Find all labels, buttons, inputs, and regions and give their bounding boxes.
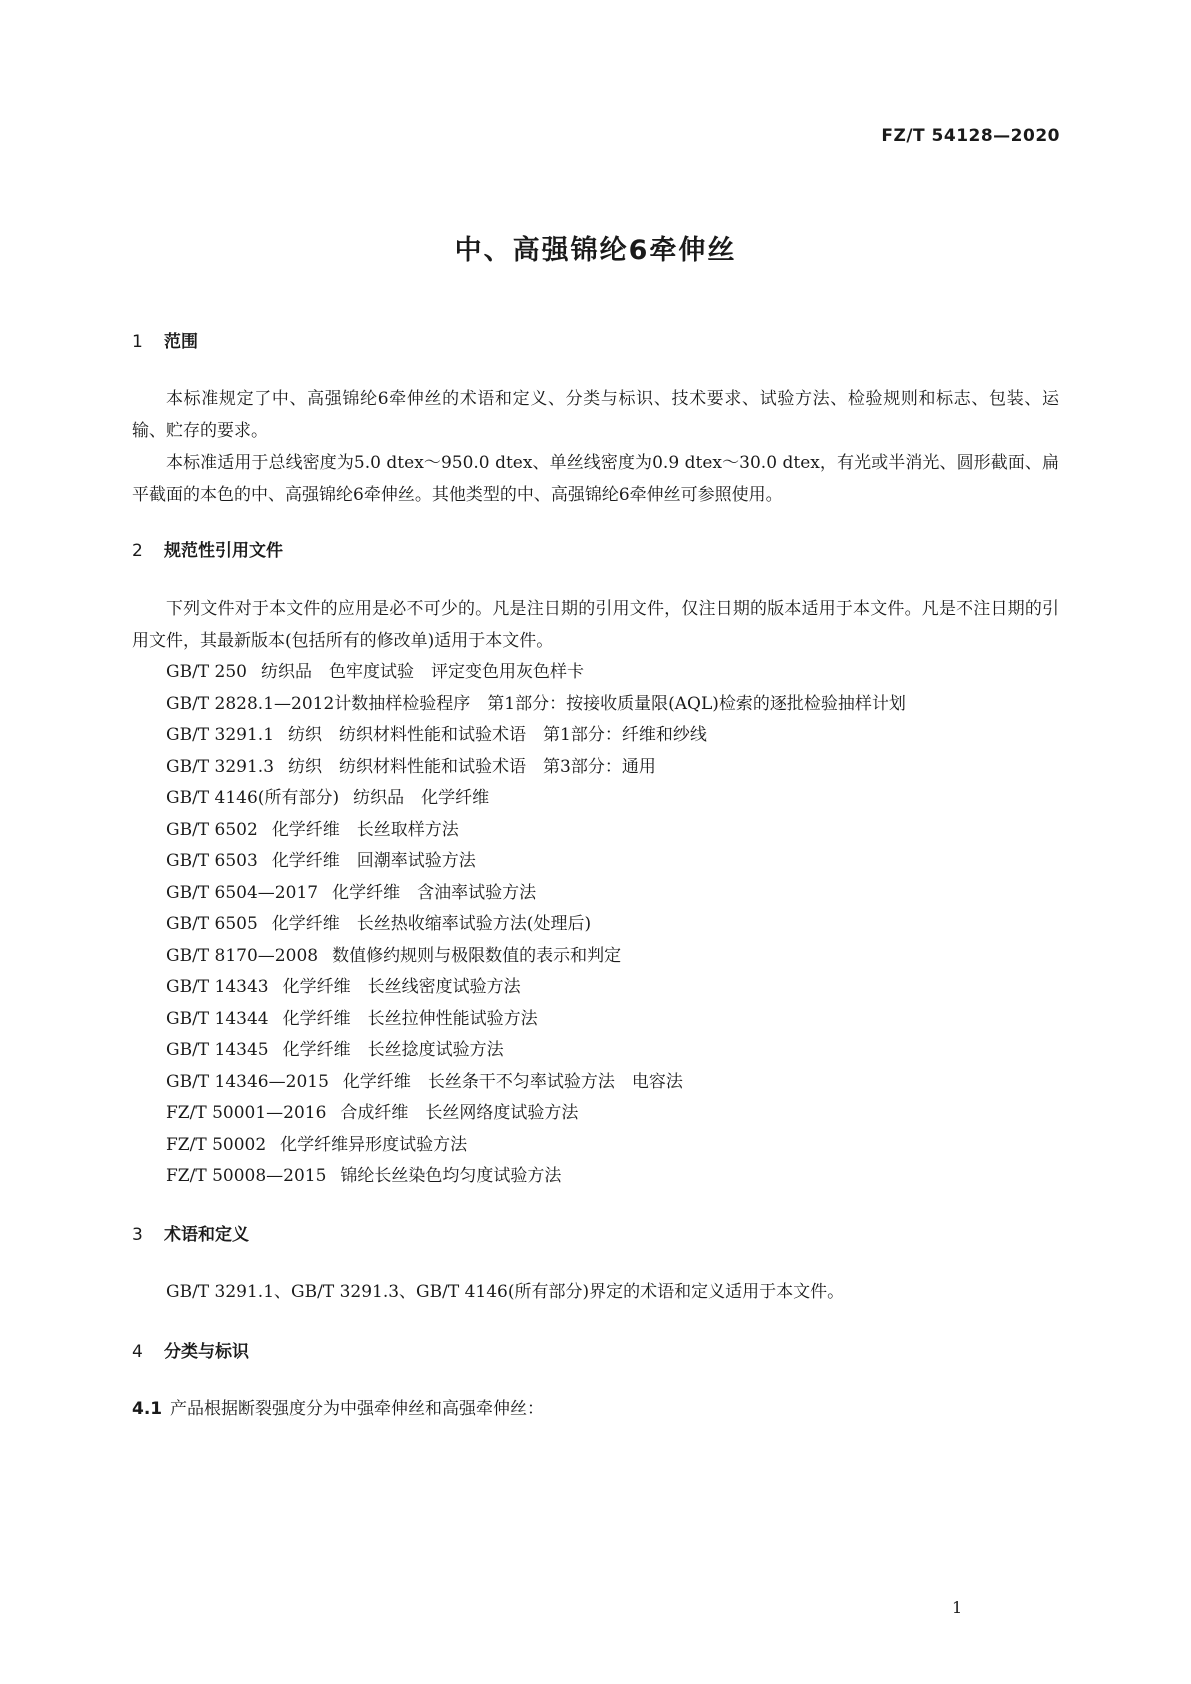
paragraph: GB/T 3291.1、GB/T 3291.3、GB/T 4146(所有部分)界定的术语和定义适用于本文件。 — [166, 1281, 845, 1302]
reference-item: GB/T 14344 化学纤维 长丝拉伸性能试验方法 — [166, 1008, 538, 1029]
reference-item: GB/T 6502 化学纤维 长丝取样方法 — [166, 819, 459, 840]
paragraph: 本标准规定了中、高强锦纶6牵伸丝的术语和定义、分类与标识、技术要求、试验方法、检验规则和标志、包装、运输、贮存的要求。 — [132, 389, 1059, 441]
section-normative-references — [132, 539, 1059, 1193]
section-heading: 2 规范性引用文件 — [132, 541, 283, 561]
standard-code: FZ/T 54128—2020 — [881, 126, 1060, 146]
document-body — [132, 330, 1059, 1421]
reference-item: GB/T 3291.3 纺织 纺织材料性能和试验术语 第3部分：通用 — [166, 756, 656, 777]
reference-item: GB/T 6505 化学纤维 长丝热收缩率试验方法(处理后) — [166, 914, 592, 934]
reference-item: GB/T 8170—2008 数值修约规则与极限数值的表示和判定 — [166, 945, 622, 966]
reference-item: GB/T 3291.1 纺织 纺织材料性能和试验术语 第1部分：纤维和纱线 — [166, 725, 707, 745]
section-heading: 3 术语和定义 — [132, 1224, 249, 1245]
section-heading: 1 范围 — [132, 332, 198, 352]
section-classification — [132, 1340, 1059, 1421]
subclause: 4.1 产品根据断裂强度分为中强牵伸丝和高强牵伸丝： — [132, 1398, 544, 1419]
reference-item: GB/T 250 纺织品 色牢度试验 评定变色用灰色样卡 — [166, 662, 584, 682]
document-title: 中、高强锦纶6牵伸丝 — [454, 235, 737, 266]
reference-item: GB/T 2828.1—2012计数抽样检验程序 第1部分：按接收质量限(AQL)检索的逐批检验抽样计划 — [166, 693, 906, 714]
reference-item: FZ/T 50002 化学纤维异形度试验方法 — [166, 1134, 468, 1155]
reference-item: GB/T 6503 化学纤维 回潮率试验方法 — [166, 851, 476, 871]
reference-item: FZ/T 50001—2016 合成纤维 长丝网络度试验方法 — [166, 1103, 579, 1123]
paragraph: 下列文件对于本文件的应用是必不可少的。凡是注日期的引用文件，仅注日期的版本适用于本文件。凡是不注日期的引用文件，其最新版本(包括所有的修改单)适用于本文件。 — [132, 599, 1059, 651]
section-heading: 4 分类与标识 — [132, 1341, 249, 1362]
page-number: 1 — [952, 1598, 963, 1617]
reference-item: GB/T 14343 化学纤维 长丝线密度试验方法 — [166, 977, 521, 997]
section-terms-definitions — [132, 1223, 1059, 1308]
reference-item: GB/T 14345 化学纤维 长丝捻度试验方法 — [166, 1040, 504, 1060]
section-scope — [132, 330, 1059, 511]
reference-item: GB/T 6504—2017 化学纤维 含油率试验方法 — [166, 882, 537, 903]
reference-item: FZ/T 50008—2015 锦纶长丝染色均匀度试验方法 — [166, 1166, 562, 1186]
paragraph: 本标准适用于总线密度为5.0 dtex～950.0 dtex、单丝线密度为0.9 dtex～30.0 dtex，有光或半消光、圆形截面、扁平截面的本色的中、高强锦纶6牵伸丝。其他类型的中、高强锦纶6牵伸丝可参照使用。 — [132, 453, 1059, 505]
reference-item: GB/T 4146(所有部分) 纺织品 化学纤维 — [166, 788, 490, 808]
reference-item: GB/T 14346—2015 化学纤维 长丝条干不匀率试验方法 电容法 — [166, 1071, 683, 1092]
